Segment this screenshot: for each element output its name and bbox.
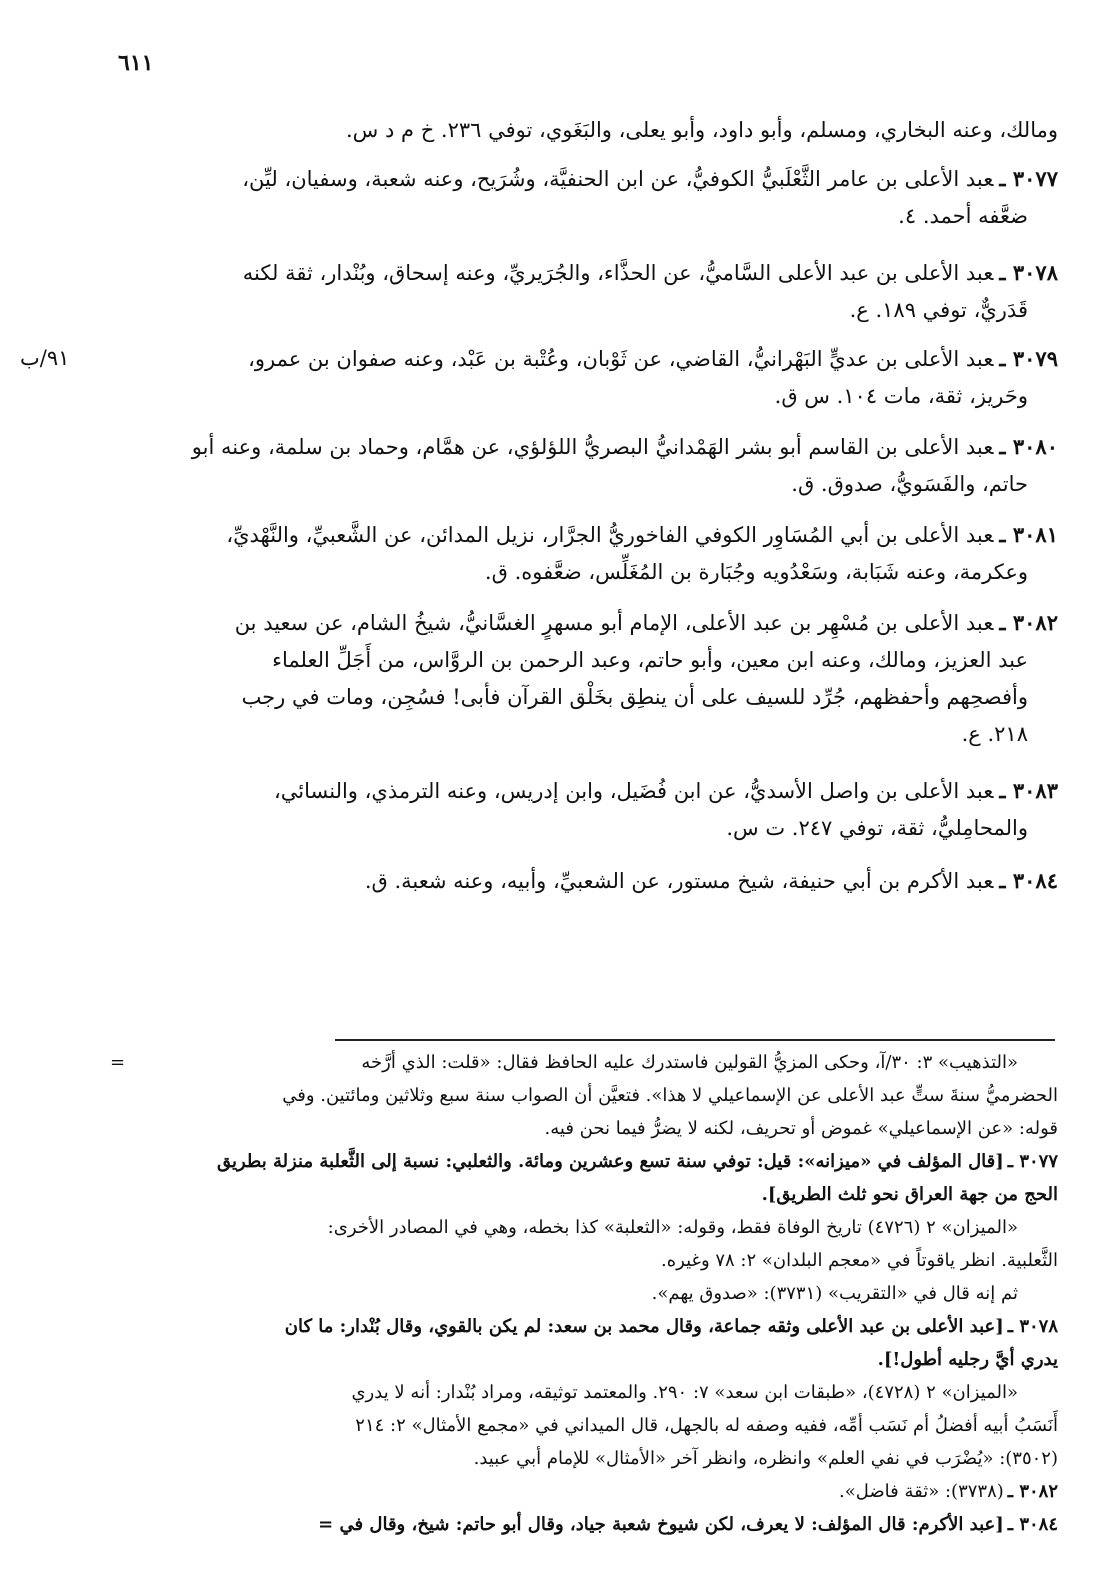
- entry-3082: [58, 604, 1058, 753]
- continuation-mark: =: [110, 1052, 126, 1073]
- entry-text: عبد الأعلى بن عبد الأعلى السَّاميُّ، عن الحذَّاء، والجُرَيريِّ، وعنه إسحاق، وبُنْدار، ثقة لكنه: [242, 261, 994, 285]
- footnote-line: الحج من جهة العراق نحو ثلث الطريق].: [761, 1184, 1058, 1205]
- footnote-line: [عبد الأعلى بن عبد الأعلى وثقه جماعة، وقال محمد بن سعد: لم يكن بالقوي، وقال بُنْدار: ما كان: [284, 1316, 1004, 1337]
- entry-text: عبد الأعلى بن مُسْهِر بن عبد الأعلى، الإمام أبو مسهرٍ الغسَّانيُّ، شيخُ الشام، عن سعيد بن: [234, 611, 994, 635]
- entry-number: ٣٠٨٢ ـ: [999, 610, 1058, 635]
- entry-3079: [58, 340, 1058, 415]
- footnote-line: أَنَسَبُ أبيه أفضلُ أم نَسَب أمِّه، ففيه وصفه له بالجهل، قال الميداني في «مجمع الأمثال» ٢: ٢١٤: [355, 1415, 1058, 1436]
- footnote-line: «الميزان» ٢ (٤٧٢٨)، «طبقات ابن سعد» ٧: ٢٩٠. والمعتمد توثيقه، ومراد بُنْدار: أنه لا يدري: [351, 1382, 1018, 1403]
- entry-number: ٣٠٨٤ ـ: [999, 868, 1058, 893]
- entry-text-cont: والمحامِليُّ، ثقة، توفي ٢٤٧. ت س.: [726, 816, 1028, 840]
- entry-3077: [58, 160, 1058, 235]
- entry-3081: [58, 516, 1058, 591]
- footnote-continued: [48, 1046, 1058, 1145]
- entry-3080: [58, 428, 1058, 503]
- footnote-3078: [48, 1310, 1058, 1475]
- footnote-number: ٣٠٨٢ ـ: [1007, 1481, 1058, 1502]
- entry-number: ٣٠٨٠ ـ: [999, 434, 1058, 459]
- entry-number: ٣٠٧٩ ـ: [999, 346, 1058, 371]
- entry-text: عبد الأعلى بن واصل الأسديُّ، عن ابن فُضَيل، وابن إدريس، وعنه الترمذي، والنسائي،: [273, 779, 994, 803]
- entry-number: ٣٠٧٧ ـ: [999, 166, 1058, 191]
- entry-text-cont-3: ٢١٨. ع.: [961, 722, 1028, 746]
- footnote-line: ثم إنه قال في «التقريب» (٣٧٣١): «صدوق يهم».: [651, 1283, 1018, 1304]
- entry-3083: [58, 772, 1058, 847]
- entry-text-cont: قَدَريٌّ، توفي ١٨٩. ع.: [849, 298, 1028, 322]
- footnote-line: (٣٧٣٨): «ثقة فاضل».: [839, 1481, 1004, 1502]
- entry-number: ٣٠٨٣ ـ: [999, 778, 1058, 803]
- entry-text-cont-2: وأفصحِهم وأحفظهم، جُرِّد للسيف على أن ينطِق بخَلْق القرآن فأبى! فسُجِن، ومات في رجب: [241, 685, 1028, 709]
- footnote-line: يدري أيَّ رجليه أطول!].: [877, 1349, 1058, 1370]
- entry-3084: [58, 862, 1058, 900]
- entry-continuation: [58, 112, 1058, 149]
- footnote-line: «الميزان» ٢ (٤٧٢٦) تاريخ الوفاة فقط، وقوله: «الثعلبة» كذا بخطه، وهي في المصادر الأخرى:: [327, 1217, 1018, 1238]
- footnote-line: الحضرميُّ سنةَ ستٍّ عبد الأعلى عن الإسماعيلي لا هذا». فتعيَّن أن الصواب سنة سبع وثلاثين ومائتين. وفي: [282, 1085, 1058, 1106]
- entry-text: عبد الأعلى بن عديٍّ البَهْرانيُّ، القاضي، عن ثَوْبان، وعُتْبة بن عَبْد، وعنه صفوان بن عمرو،: [248, 347, 994, 371]
- footnote-line: «التذهيب» ٣: ٣٠/آ، وحكى المزيُّ القولين فاستدرك عليه الحافظ فقال: «قلت: الذي أرَّخه: [361, 1052, 1018, 1073]
- footnote-line: (٣٥٠٢): «يُضْرَب في نفي العلم» وانظره، وانظر آخر «الأمثال» للإمام أبي عبيد.: [473, 1448, 1058, 1469]
- entry-text-cont: حاتم، والفَسَويُّ، صدوق. ق.: [791, 472, 1028, 496]
- entry-text: عبد الأعلى بن أبي المُسَاوِر الكوفي الفاخوريُّ الجرَّار، نزيل المدائن، عن الشَّعبيِّ، والنَّهْديِّ،: [226, 523, 994, 547]
- footnote-3077: [48, 1145, 1058, 1310]
- entry-text-cont: وحَريز، ثقة، مات ١٠٤. س ق.: [774, 384, 1028, 408]
- entry-text: عبد الأكرم بن أبي حنيفة، شيخ مستور، عن الشعبيِّ، وأبيه، وعنه شعبة. ق.: [364, 869, 994, 893]
- footnote-line: [قال المؤلف في «ميزانه»: قيل: توفي سنة تسع وعشرين ومائة. والثعلبي: نسبة إلى الثَّعلبة منزلة بطريق: [216, 1151, 1004, 1172]
- footnote-number: ٣٠٨٤ ـ: [1007, 1514, 1058, 1535]
- entry-text-cont: وعكرمة، وعنه شَبَابة، وسَعْدُويه وجُبَارة بن المُغَلِّس، ضعَّفوه. ق.: [484, 560, 1028, 584]
- footnote-3082: [48, 1475, 1058, 1508]
- footnote-3084: [48, 1508, 1058, 1541]
- entry-number: ٣٠٨١ ـ: [999, 522, 1058, 547]
- entry-text-cont: عبد العزيز، ومالك، وعنه ابن معين، وأبو حاتم، وعبد الرحمن بن الروَّاس، من أَجَلِّ العلماء: [272, 648, 1028, 672]
- footnote-line: الثَّعلبية. انظر ياقوتاً في «معجم البلدان» ٢: ٧٨ وغيره.: [661, 1250, 1058, 1271]
- footnote-line: [عبد الأكرم: قال المؤلف: لا يعرف، لكن شيوخ شعبة جياد، وقال أبو حاتم: شيخ، وقال في =: [318, 1514, 1004, 1535]
- footnote-number: ٣٠٧٨ ـ: [1007, 1316, 1058, 1337]
- entry-text: عبد الأعلى بن عامر الثَّعْلَبيُّ الكوفيُّ، عن ابن الحنفيَّة، وشُرَيح، وعنه شعبة، وسفيان، ليِّن،: [242, 167, 994, 191]
- footnote-separator: [335, 1039, 1055, 1041]
- entry-text-cont: ضعَّفه أحمد. ٤.: [898, 204, 1028, 228]
- entry-text: ومالك، وعنه البخاري، ومسلم، وأبو داود، وأبو يعلى، والبَغَوي، توفي ٢٣٦. خ م د س.: [346, 118, 1058, 142]
- entry-3078: [58, 254, 1058, 329]
- footnote-number: ٣٠٧٧ ـ: [1007, 1151, 1058, 1172]
- margin-folio-ref: ٩١/ب: [20, 346, 70, 370]
- entry-number: ٣٠٧٨ ـ: [999, 260, 1058, 285]
- footnote-line: قوله: «عن الإسماعيلي» غموض أو تحريف، لكنه لا يضرُّ فيما نحن فيه.: [544, 1118, 1058, 1139]
- entry-text: عبد الأعلى بن القاسم أبو بشر الهَمْدانيُّ البصريُّ اللؤلؤي، عن همَّام، وحماد بن سلمة، وعنه أبو: [191, 435, 994, 459]
- page-number: ٦١١: [118, 50, 154, 76]
